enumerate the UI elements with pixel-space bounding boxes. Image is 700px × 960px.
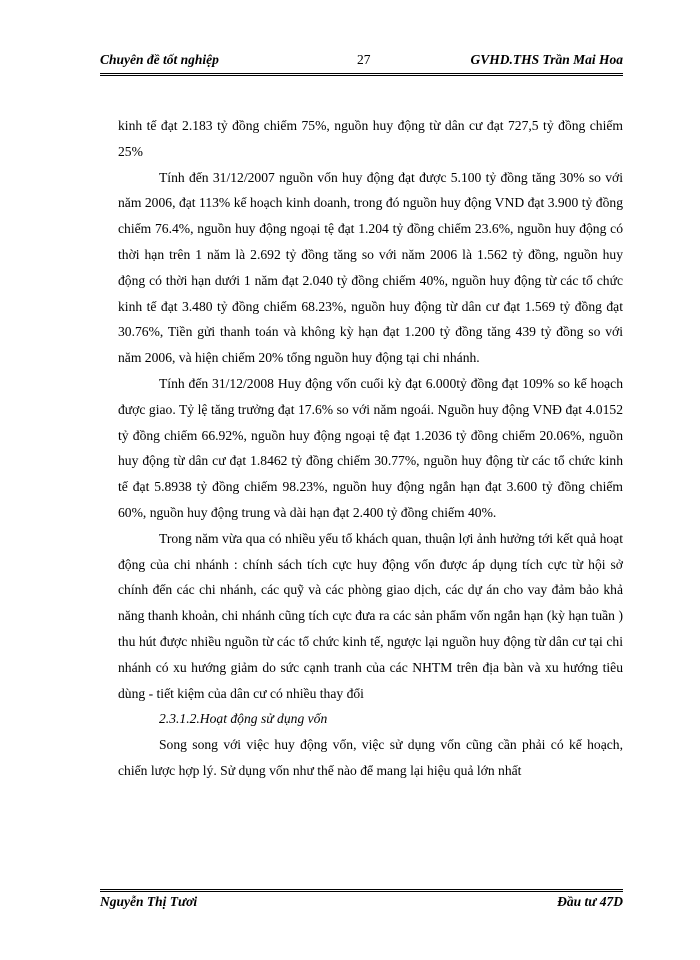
paragraph-factors: Trong năm vừa qua có nhiều yếu tố khách quan, thuận lợi ảnh hưởng tới kết quả hoạt động của chi nhánh : chính sách tích cực huy động vốn được áp dụng tích cực từ hội sở chính đến các chi nhánh, các quỹ và các phòng giao dịch, các dự án cho vay đảm bảo khả năng thanh khoản, chi nhánh cũng tích cực đưa ra các sản phẩm vốn ngắn hạn (kỳ hạn tuần ) thu hút được nhiều nguồn từ các tổ chức kinh tế, ngược lại nguồn huy động từ dân cư tại chi nhánh có xu hướng giảm do sức cạnh tranh của các NHTM trên địa bàn và xu hướng tiêu dùng - tiết kiệm của dân cư có nhiều thay đổi: [118, 530, 623, 701]
paragraph-2008: Tính đến 31/12/2008 Huy động vốn cuối kỳ đạt 6.000tỷ đồng đạt 109% so kế hoạch được giao. Tỷ lệ tăng trưởng đạt 17.6% so với năm ngoái. Nguồn huy động VNĐ đạt 4.0152 tỷ đồng chiếm 66.92%, nguồn huy động ngoại tệ đạt 1.2036 tỷ đồng chiếm 20.06%, nguồn huy động từ dân cư đạt 1.8462 tỷ đồng chiếm 30.77%, nguồn huy động từ các tổ chức kinh tế đạt 5.8938 tỷ đồng chiếm 98.23%, nguồn huy động ngắn hạn đạt 3.600 tỷ đồng chiếm 60%, nguồn huy động trung và dài hạn đạt 2.400 tỷ đồng chiếm 40%.: [118, 375, 623, 520]
header-supervisor: GVHD.THS Trần Mai Hoa: [470, 52, 623, 67]
footer-author: Nguyễn Thị Tươi: [100, 894, 198, 909]
paragraph-2007: Tính đến 31/12/2007 nguồn vốn huy động đạt được 5.100 tỷ đồng tăng 30% so với năm 2006, đạt 113% kế hoạch kinh doanh, trong đó nguồn huy động VND đạt 3.900 tỷ đồng chiếm 76.4%, nguồn huy động ngoại tệ đạt 1.204 tỷ đồng chiếm 23.6%, nguồn huy động có thời hạn trên 1 năm là 2.692 tỷ đồng tăng so với năm 2006 là 1.562 tỷ đồng, nguồn huy động có thời hạn dưới 1 năm đạt 2.040 tỷ đồng chiếm 40%, nguồn huy động từ các tổ chức kinh tế đạt 3.480 tỷ đồng chiếm 68.23%, nguồn huy động từ dân cư đạt 1.569 tỷ đồng đạt 30.76%, Tiền gửi thanh toán và không kỳ hạn đạt 1.200 tỷ đồng tăng 439 tỷ đồng so với năm 2006, và hiện chiếm 20% tổng nguồn huy động tại chi nhánh.: [118, 169, 623, 366]
page-footer: [100, 894, 623, 914]
footer-class: Đầu tư 47D: [557, 894, 623, 909]
header-title: Chuyên đề tốt nghiệp: [100, 52, 219, 67]
section-heading: 2.3.1.2.Hoạt động sử dụng vốn: [159, 711, 328, 727]
paragraph-capital-use: Song song với việc huy động vốn, việc sử dụng vốn cũng cần phải có kế hoạch, chiến lược hợp lý. Sử dụng vốn như thế nào để mang lại hiệu quả lớn nhất: [118, 737, 623, 778]
header-divider: [100, 73, 623, 78]
paragraph-continuation: kinh tế đạt 2.183 tỷ đồng chiếm 75%, nguồn huy động từ dân cư đạt 727,5 tỷ đồng chiếm 25%: [118, 118, 623, 159]
document-body: [118, 113, 623, 784]
page-number: 27: [357, 52, 371, 67]
page-header: [100, 50, 623, 72]
